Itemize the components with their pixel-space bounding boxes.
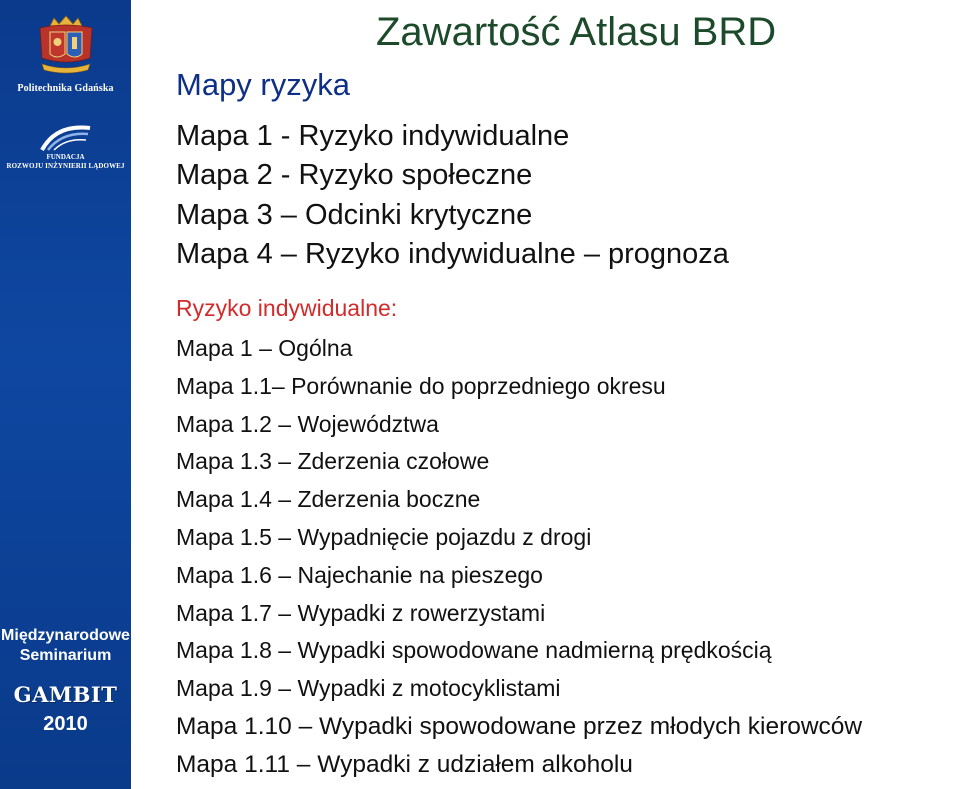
list-item: Mapa 3 – Odcinki krytyczne [176,198,533,231]
university-name: Politechnika Gdańska [17,83,114,94]
university-crest-icon [36,14,96,80]
list-item: Mapa 1.8 – Wypadki spowodowane nadmierną prędkością [176,637,772,664]
seminar-title-line1: Międzynarodowe [1,627,130,644]
page-subtitle: Mapy ryzyka [176,67,350,102]
list-item: Mapa 1.3 – Zderzenia czołowe [176,448,490,475]
sub-maps-list [176,330,862,784]
list-item: Mapa 2 - Ryzyko społeczne [176,159,533,192]
list-item: Mapa 1.5 – Wypadnięcie pojazdu z drogi [176,523,592,550]
section-heading: Ryzyko indywidualne: [176,295,398,321]
event-name: GAMBIT [13,682,118,707]
sidebar [0,0,131,789]
foundation-arch-icon [40,122,92,152]
list-item: Mapa 1.6 – Najechanie na pieszego [176,561,543,588]
list-item: Mapa 4 – Ryzyko indywidualne – prognoza [176,237,729,270]
list-item: Mapa 1.1– Porównanie do poprzedniego okresu [176,372,666,399]
foundation-name-line2: ROZWOJU INŻYNIERII LĄDOWEJ [6,162,125,170]
page-title: Zawartość Atlasu BRD [376,10,777,54]
maps-list [176,117,729,274]
event-year: 2010 [43,713,88,735]
list-item: Mapa 1.10 – Wypadki spowodowane przez młodych kierowców [176,712,863,740]
list-item: Mapa 1.11 – Wypadki z udziałem alkoholu [176,750,633,778]
list-item: Mapa 1.9 – Wypadki z motocyklistami [176,675,561,702]
list-item: Mapa 1.7 – Wypadki z rowerzystami [176,599,546,626]
list-item: Mapa 1 – Ogólna [176,335,353,361]
list-item: Mapa 1 - Ryzyko indywidualne [176,120,570,152]
list-item: Mapa 1.2 – Województwa [176,410,439,437]
list-item: Mapa 1.4 – Zderzenia boczne [176,486,481,513]
foundation-name-line1: FUNDACJA [46,153,85,161]
seminar-title-line2: Seminarium [19,647,112,664]
